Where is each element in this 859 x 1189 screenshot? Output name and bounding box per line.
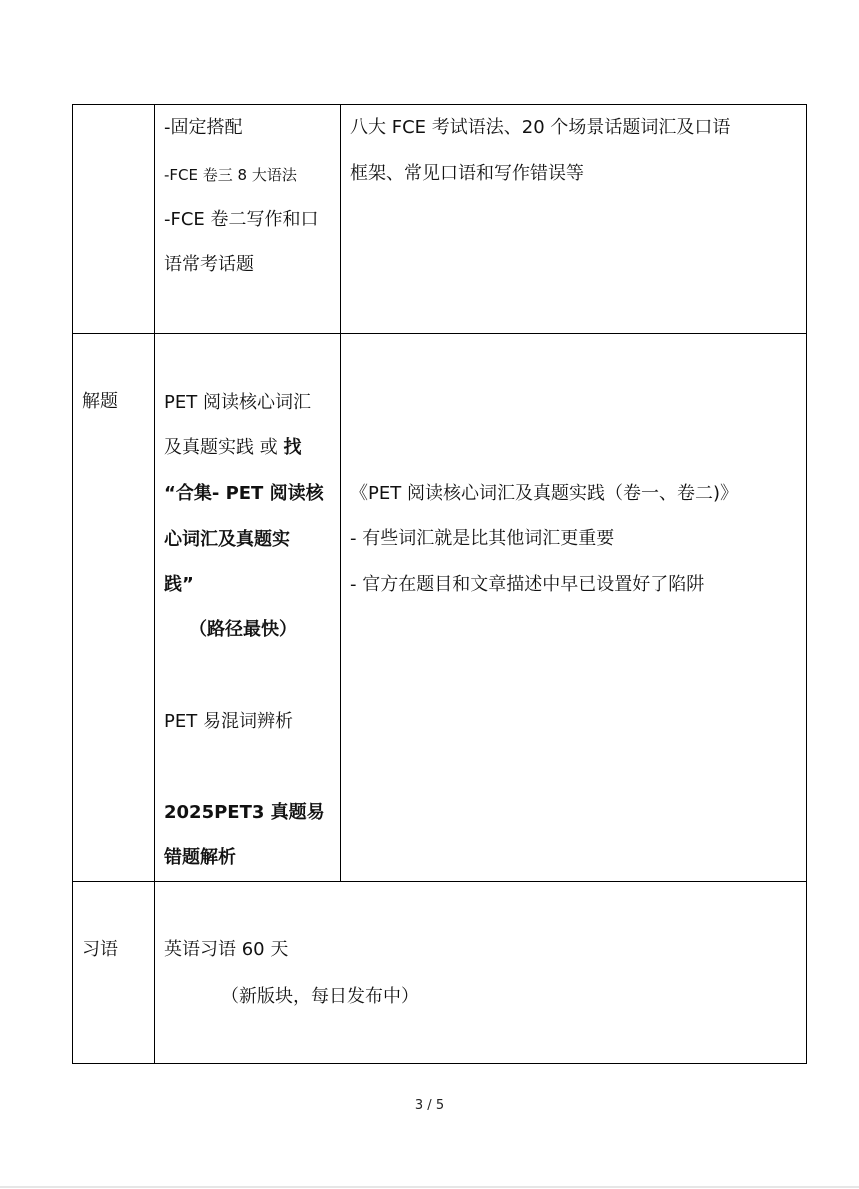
resource-line: “合集- PET 阅读核 xyxy=(164,483,324,504)
content-table xyxy=(72,104,807,1064)
table-cell xyxy=(155,882,807,1064)
table-cell xyxy=(155,334,341,882)
table-cell xyxy=(73,882,155,1064)
table-row xyxy=(73,105,807,334)
table-row xyxy=(73,882,807,1064)
resource-line: 语常考话题 xyxy=(164,254,254,275)
row-label: 解题 xyxy=(82,391,118,412)
resource-line: -固定搭配 xyxy=(164,117,243,138)
resource-line: 错题解析 xyxy=(164,847,236,868)
row-label: 习语 xyxy=(82,939,118,960)
resource-line: （路径最快） xyxy=(189,619,297,640)
table-cell xyxy=(73,334,155,882)
idiom-title: 英语习语 60 天 xyxy=(164,939,289,960)
description-line: 八大 FCE 考试语法、20 个场景话题词汇及口语 xyxy=(350,117,731,138)
table-row xyxy=(73,334,807,882)
resource-line: 践” xyxy=(164,574,194,595)
resource-line: -FCE 卷二写作和口 xyxy=(164,209,319,230)
page-number: 3 / 5 xyxy=(414,1098,445,1113)
resource-line: 心词汇及真题实 xyxy=(164,529,290,550)
resource-line: PET 阅读核心词汇 xyxy=(164,392,311,413)
table-cell xyxy=(73,105,155,334)
resource-line: 2025PET3 真题易 xyxy=(164,802,325,823)
bullet-item: - 有些词汇就是比其他词汇更重要 xyxy=(350,528,615,549)
resource-line: PET 易混词辨析 xyxy=(164,711,293,732)
table-cell xyxy=(341,334,807,882)
idiom-note: （新版块，每日发布中） xyxy=(221,986,419,1007)
table-cell xyxy=(155,105,341,334)
description-line: 框架、常见口语和写作错误等 xyxy=(350,163,584,184)
resource-line: 及真题实践 或 找 xyxy=(164,437,302,458)
resource-line: -FCE 卷三 8 大语法 xyxy=(164,166,297,184)
page-bottom-divider xyxy=(0,1186,859,1188)
table-cell xyxy=(341,105,807,334)
bullet-item: - 官方在题目和文章描述中早已设置好了陷阱 xyxy=(350,574,705,595)
book-title: 《PET 阅读核心词汇及真题实践（卷一、卷二)》 xyxy=(350,483,738,504)
